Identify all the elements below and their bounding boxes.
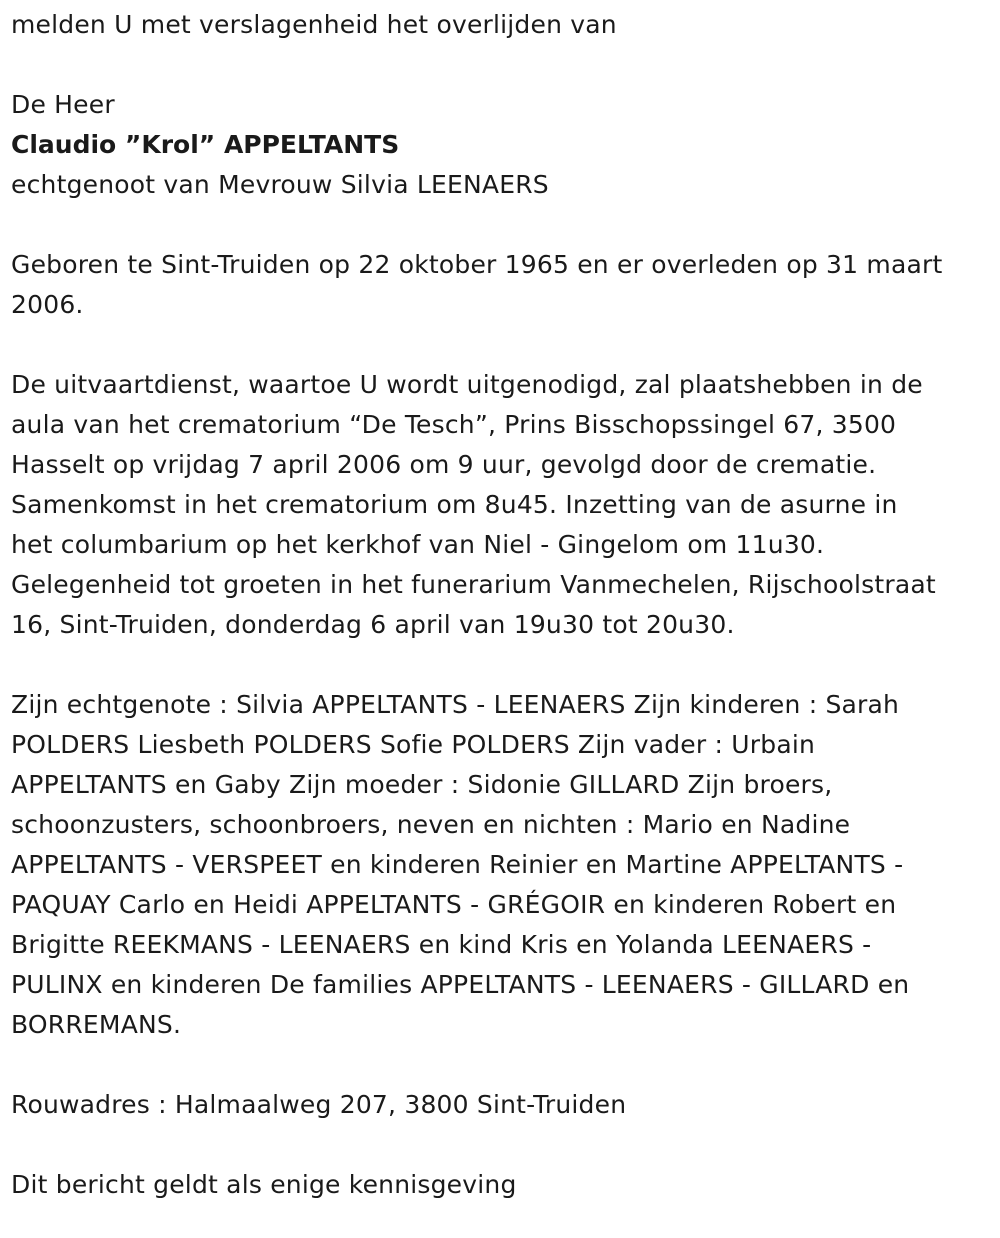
family-line: BORREMANS. [11,1010,182,1039]
mourning-address: Rouwadres : Halmaalweg 207, 3800 Sint-Truiden [11,1090,627,1119]
family-line: PAQUAY Carlo en Heidi APPELTANTS - GRÉGOIR en kinderen Robert en [11,890,897,919]
service-line: 16, Sint-Truiden, donderdag 6 april van 19u30 tot 20u30. [11,610,735,639]
spacer [11,325,991,365]
service-line: het columbarium op het kerkhof van Niel - Gingelom om 11u30. [11,530,825,559]
intro-line: melden U met verslagenheid het overlijden van [11,10,617,39]
spacer [11,205,991,245]
service-line: De uitvaartdienst, waartoe U wordt uitgenodigd, zal plaatshebben in de [11,370,923,399]
spacer [11,645,991,685]
family-line: APPELTANTS en Gaby Zijn moeder : Sidonie GILLARD Zijn broers, [11,770,833,799]
obituary-notice [11,5,991,1205]
deceased-name: Claudio ”Krol” APPELTANTS [11,130,400,159]
family-line: Zijn echtgenote : Silvia APPELTANTS - LEENAERS Zijn kinderen : Sarah [11,690,900,719]
family-paragraph [11,685,991,1045]
family-line: POLDERS Liesbeth POLDERS Sofie POLDERS Zijn vader : Urbain [11,730,816,759]
closing-line: Dit bericht geldt als enige kennisgeving [11,1170,517,1199]
service-line: Hasselt op vrijdag 7 april 2006 om 9 uur, gevolgd door de crematie. [11,450,877,479]
spacer [11,45,991,85]
spouse-line: echtgenoot van Mevrouw Silvia LEENAERS [11,170,549,199]
spacer [11,1125,991,1165]
salutation: De Heer [11,90,115,119]
family-line: schoonzusters, schoonbroers, neven en nichten : Mario en Nadine [11,810,851,839]
family-line: APPELTANTS - VERSPEET en kinderen Reinier en Martine APPELTANTS - [11,850,904,879]
service-line: aula van het crematorium “De Tesch”, Prins Bisschopssingel 67, 3500 [11,410,897,439]
service-paragraph [11,365,991,645]
service-line: Samenkomst in het crematorium om 8u45. Inzetting van de asurne in [11,490,898,519]
spacer [11,1045,991,1085]
birth-death-paragraph: Geboren te Sint-Truiden op 22 oktober 1965 en er overleden op 31 maart 2006. [11,250,943,319]
service-line: Gelegenheid tot groeten in het funerarium Vanmechelen, Rijschoolstraat [11,570,936,599]
family-line: Brigitte REEKMANS - LEENAERS en kind Kris en Yolanda LEENAERS - [11,930,872,959]
family-line: PULINX en kinderen De families APPELTANTS - LEENAERS - GILLARD en [11,970,910,999]
